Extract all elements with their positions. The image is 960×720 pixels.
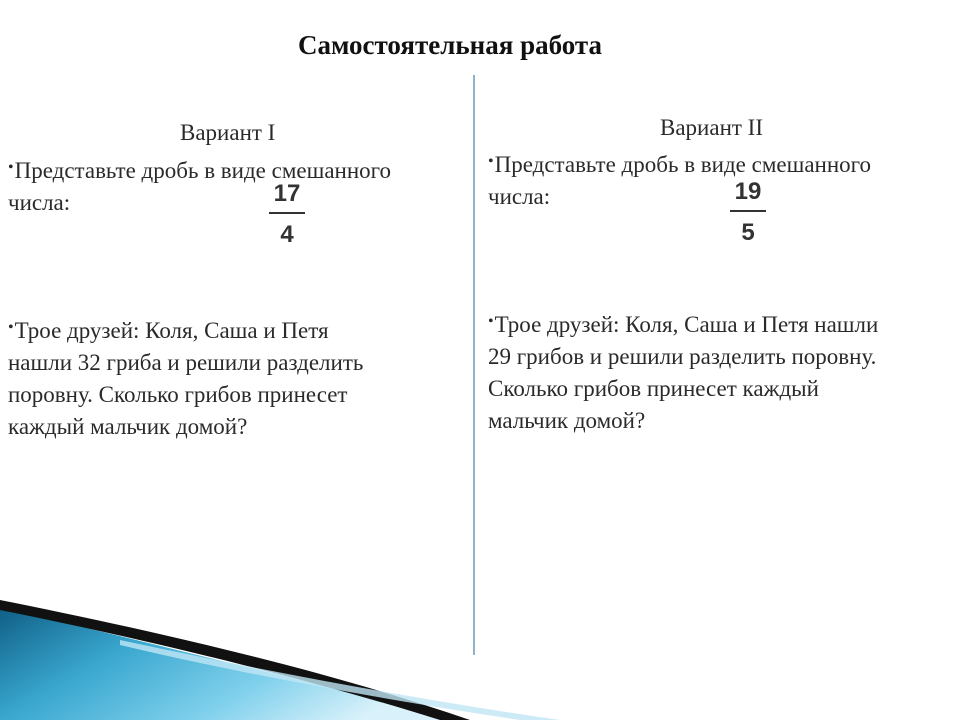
variant-1-task-2-line-1: Трое друзей: Коля, Саша и Петя	[14, 318, 329, 343]
variant-1-task-2-line-4: каждый мальчик домой?	[8, 414, 248, 439]
variant-1-task-2-line-3: поровну. Сколько грибов принесет	[8, 382, 348, 407]
bullet-icon: •	[8, 319, 14, 336]
fraction-numerator: 17	[273, 180, 301, 207]
variant-2-task-2-line-4: мальчик домой?	[488, 408, 646, 433]
variant-1-task-1-line-2: числа:	[8, 190, 71, 215]
variant-1-task-1-line-1: Представьте дробь в виде смешанного	[14, 158, 392, 183]
variant-1-heading: Вариант I	[180, 120, 276, 145]
variant-2-task-2-line-2: 29 грибов и решили разделить поровну.	[488, 344, 877, 369]
variant-2-task-1-line-1: Представьте дробь в виде смешанного	[494, 152, 872, 177]
fraction-denominator: 5	[741, 219, 755, 246]
variant-2-task-2-line-1: Трое друзей: Коля, Саша и Петя нашли	[494, 312, 879, 337]
variant-2-task-2-line-3: Сколько грибов принесет каждый	[488, 376, 819, 401]
fraction-numerator: 19	[734, 178, 762, 205]
bullet-icon: •	[488, 313, 494, 330]
page-title: Самостоятельная работа	[297, 30, 602, 60]
fraction-denominator: 4	[280, 221, 294, 248]
variant-2-task-1-line-2: числа:	[488, 184, 551, 209]
variant-2-heading: Вариант II	[660, 115, 763, 140]
variant-1-task-2-line-2: нашли 32 гриба и решили разделить	[8, 350, 364, 375]
bullet-icon: •	[488, 153, 494, 170]
bullet-icon: •	[8, 159, 14, 176]
